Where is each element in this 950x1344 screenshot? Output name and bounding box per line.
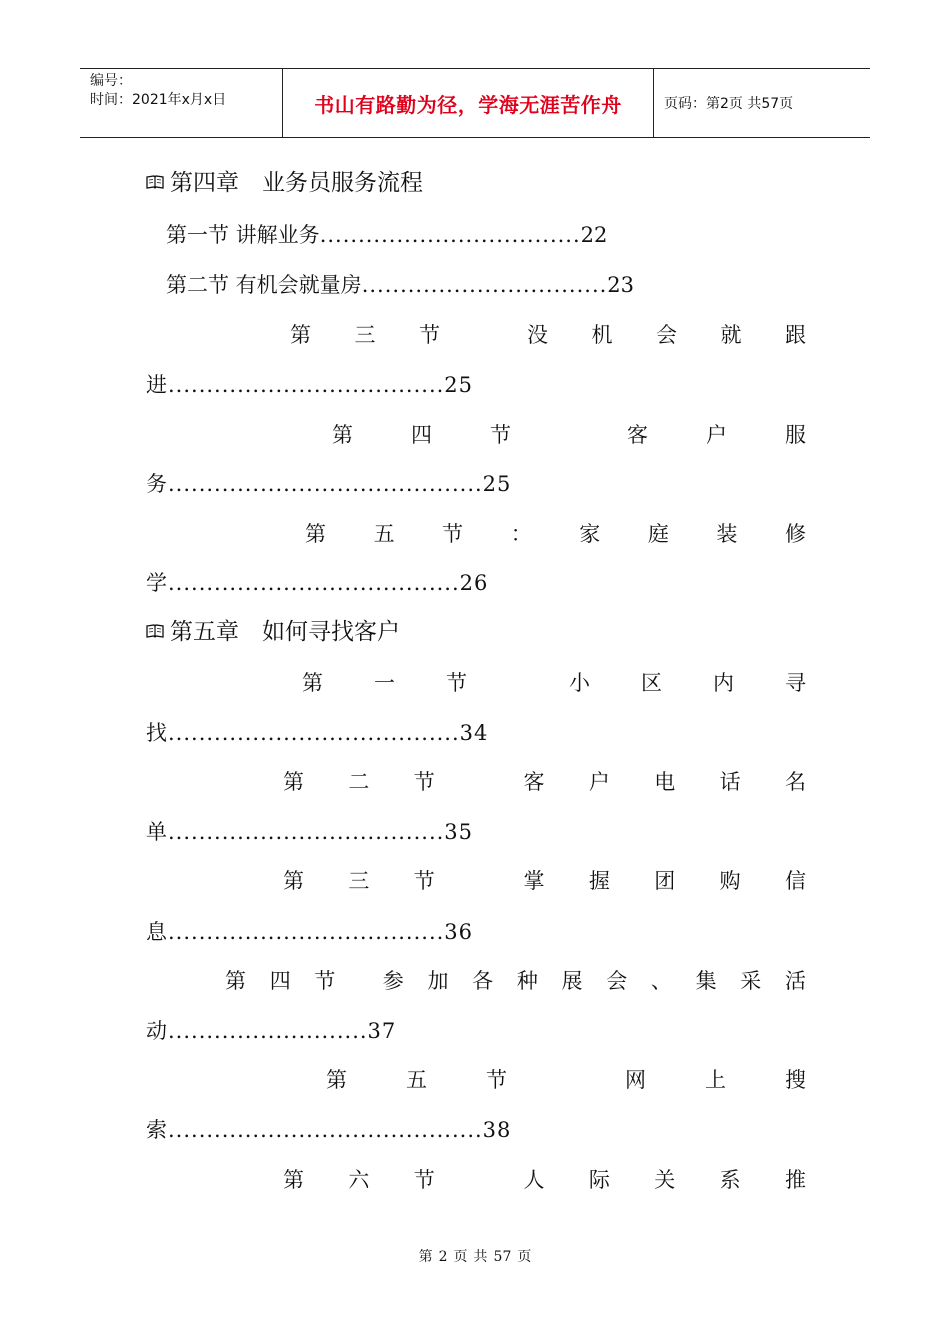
heading-char: 节 (490, 423, 511, 447)
heading-char: 第 (225, 969, 246, 993)
heading-char: 活 (784, 969, 806, 993)
heading-char: 机 (591, 323, 613, 347)
header-motto: 书山有路勤为径，学海无涯苦作舟 (314, 92, 622, 117)
toc-entry-ch5-s5-head[interactable] (326, 1065, 806, 1095)
heading-char: 推 (785, 1168, 806, 1192)
heading-char: 第 (302, 671, 323, 695)
heading-char: 庭 (647, 522, 669, 546)
footer-di: 第 (418, 1249, 433, 1265)
heading-char: 六 (348, 1168, 370, 1192)
heading-char: 各 (472, 969, 494, 993)
heading-char: 第 (290, 323, 311, 347)
toc-entry-ch4-s2[interactable] (166, 270, 806, 300)
toc-entry-ch5-s6-head[interactable] (283, 1165, 806, 1195)
toc-entry-ch4-s3-tail[interactable]: 进....................................25 (146, 373, 474, 397)
heading-char: 上 (705, 1068, 726, 1092)
entry-page: 22 (580, 223, 608, 247)
footer-page-number: 2 (438, 1249, 448, 1265)
footer-ye2: 页 (517, 1249, 532, 1265)
heading-char: 人 (523, 1168, 545, 1192)
toc-entry-ch4-s4-head[interactable] (332, 420, 806, 450)
heading-char: 网 (625, 1068, 646, 1092)
heading-char: 参 (382, 969, 404, 993)
heading-char: 团 (654, 869, 676, 893)
heading-char: 五 (373, 522, 395, 546)
heading-char: 第 (326, 1068, 347, 1092)
entry-title: 第二节 有机会就量房 (166, 273, 362, 297)
toc-entry-ch4-s3-head[interactable] (290, 320, 806, 350)
toc-entry-ch5-s4-head[interactable] (225, 966, 806, 996)
entry-title: 第一节 讲解业务 (166, 223, 320, 247)
heading-char: 节 (413, 770, 435, 794)
header-meta (80, 69, 282, 137)
heading-char: 节 (446, 671, 467, 695)
heading-char: 区 (641, 671, 662, 695)
heading-char: 第 (283, 770, 304, 794)
entry-page: 23 (607, 273, 635, 297)
leader-dots: ................................ (361, 273, 608, 297)
heading-char: 购 (719, 869, 741, 893)
heading-char: 二 (348, 770, 370, 794)
toc-chapter-5 (146, 617, 806, 647)
toc-entry-ch5-s2-tail[interactable]: 单....................................35 (146, 820, 474, 844)
toc-entry-ch5-s3-head[interactable] (283, 866, 806, 896)
heading-char: 电 (654, 770, 676, 794)
toc-entry-ch5-s1-head[interactable] (302, 668, 806, 698)
toc-entry-ch5-s2-head[interactable] (283, 767, 806, 797)
heading-char: 节 (413, 1168, 435, 1192)
heading-char: 就 (720, 323, 742, 347)
page-footer (0, 1246, 950, 1266)
heading-char: 第 (283, 1168, 304, 1192)
heading-char: 没 (527, 323, 548, 347)
chapter-5-title: 第五章 如何寻找客户 (170, 619, 400, 645)
heading-char: 客 (627, 423, 648, 447)
heading-char: ： (510, 522, 532, 546)
heading-char: 客 (523, 770, 545, 794)
heading-char: 节 (442, 522, 464, 546)
footer-ye: 页 (453, 1249, 468, 1265)
heading-char: 集 (695, 969, 717, 993)
heading-char: 信 (785, 869, 806, 893)
heading-char: 服 (785, 423, 806, 447)
heading-char: 跟 (785, 323, 806, 347)
heading-char: 掌 (523, 869, 545, 893)
footer-gong: 共 (473, 1249, 488, 1265)
toc-entry-ch5-s3-tail[interactable]: 息....................................36 (146, 920, 474, 944)
heading-char: 节 (413, 869, 435, 893)
heading-char: 、 (650, 969, 672, 993)
heading-char: 采 (740, 969, 762, 993)
heading-char: 小 (569, 671, 590, 695)
book-icon (146, 624, 164, 638)
heading-char: 名 (785, 770, 806, 794)
heading-char: 展 (561, 969, 583, 993)
heading-char: 话 (719, 770, 741, 794)
heading-char: 搜 (785, 1068, 806, 1092)
heading-char: 一 (374, 671, 395, 695)
heading-char: 四 (269, 969, 291, 993)
toc-chapter-4 (146, 168, 806, 198)
heading-char: 修 (784, 522, 806, 546)
heading-char: 四 (411, 423, 432, 447)
toc-entry-ch5-s4-tail[interactable]: 动..........................37 (146, 1019, 397, 1043)
heading-char: 系 (719, 1168, 741, 1192)
heading-char: 节 (314, 969, 336, 993)
heading-char: 第 (305, 522, 326, 546)
heading-char: 三 (354, 323, 376, 347)
header-motto-cell (282, 69, 654, 137)
toc-entry-ch5-s5-tail[interactable]: 索.........................................38 (146, 1118, 512, 1142)
page-header (80, 68, 870, 138)
heading-char: 关 (654, 1168, 676, 1192)
heading-char: 五 (406, 1068, 427, 1092)
leader-dots: .................................. (319, 223, 581, 247)
heading-char: 户 (588, 770, 610, 794)
toc-entry-ch5-s1-tail[interactable]: 找......................................34 (146, 721, 489, 745)
heading-char: 三 (348, 869, 370, 893)
toc-entry-ch4-s5-tail[interactable]: 学......................................26 (146, 571, 489, 595)
toc-entry-ch4-s5-head[interactable] (305, 519, 806, 549)
heading-char: 节 (486, 1068, 507, 1092)
heading-char: 户 (706, 423, 727, 447)
doc-time-label: 时间：2021年x月x日 (90, 92, 227, 108)
heading-char: 会 (606, 969, 628, 993)
toc-entry-ch4-s1[interactable] (166, 220, 806, 250)
footer-total-pages: 57 (493, 1249, 512, 1265)
heading-char: 第 (283, 869, 304, 893)
book-icon (146, 175, 164, 189)
heading-char: 寻 (785, 671, 806, 695)
heading-char: 握 (588, 869, 610, 893)
heading-char: 际 (588, 1168, 610, 1192)
heading-char: 种 (516, 969, 538, 993)
heading-char: 节 (419, 323, 440, 347)
heading-char: 家 (579, 522, 601, 546)
heading-char: 装 (716, 522, 738, 546)
heading-char: 内 (713, 671, 734, 695)
chapter-4-title: 第四章 业务员服务流程 (170, 170, 423, 196)
heading-char: 会 (656, 323, 677, 347)
heading-char: 第 (332, 423, 353, 447)
doc-number-label: 编号： (90, 73, 132, 89)
heading-char: 加 (427, 969, 449, 993)
toc-entry-ch4-s4-tail[interactable]: 务.........................................25 (146, 472, 512, 496)
header-page-info: 页码：第2页 共57页 (664, 96, 794, 112)
